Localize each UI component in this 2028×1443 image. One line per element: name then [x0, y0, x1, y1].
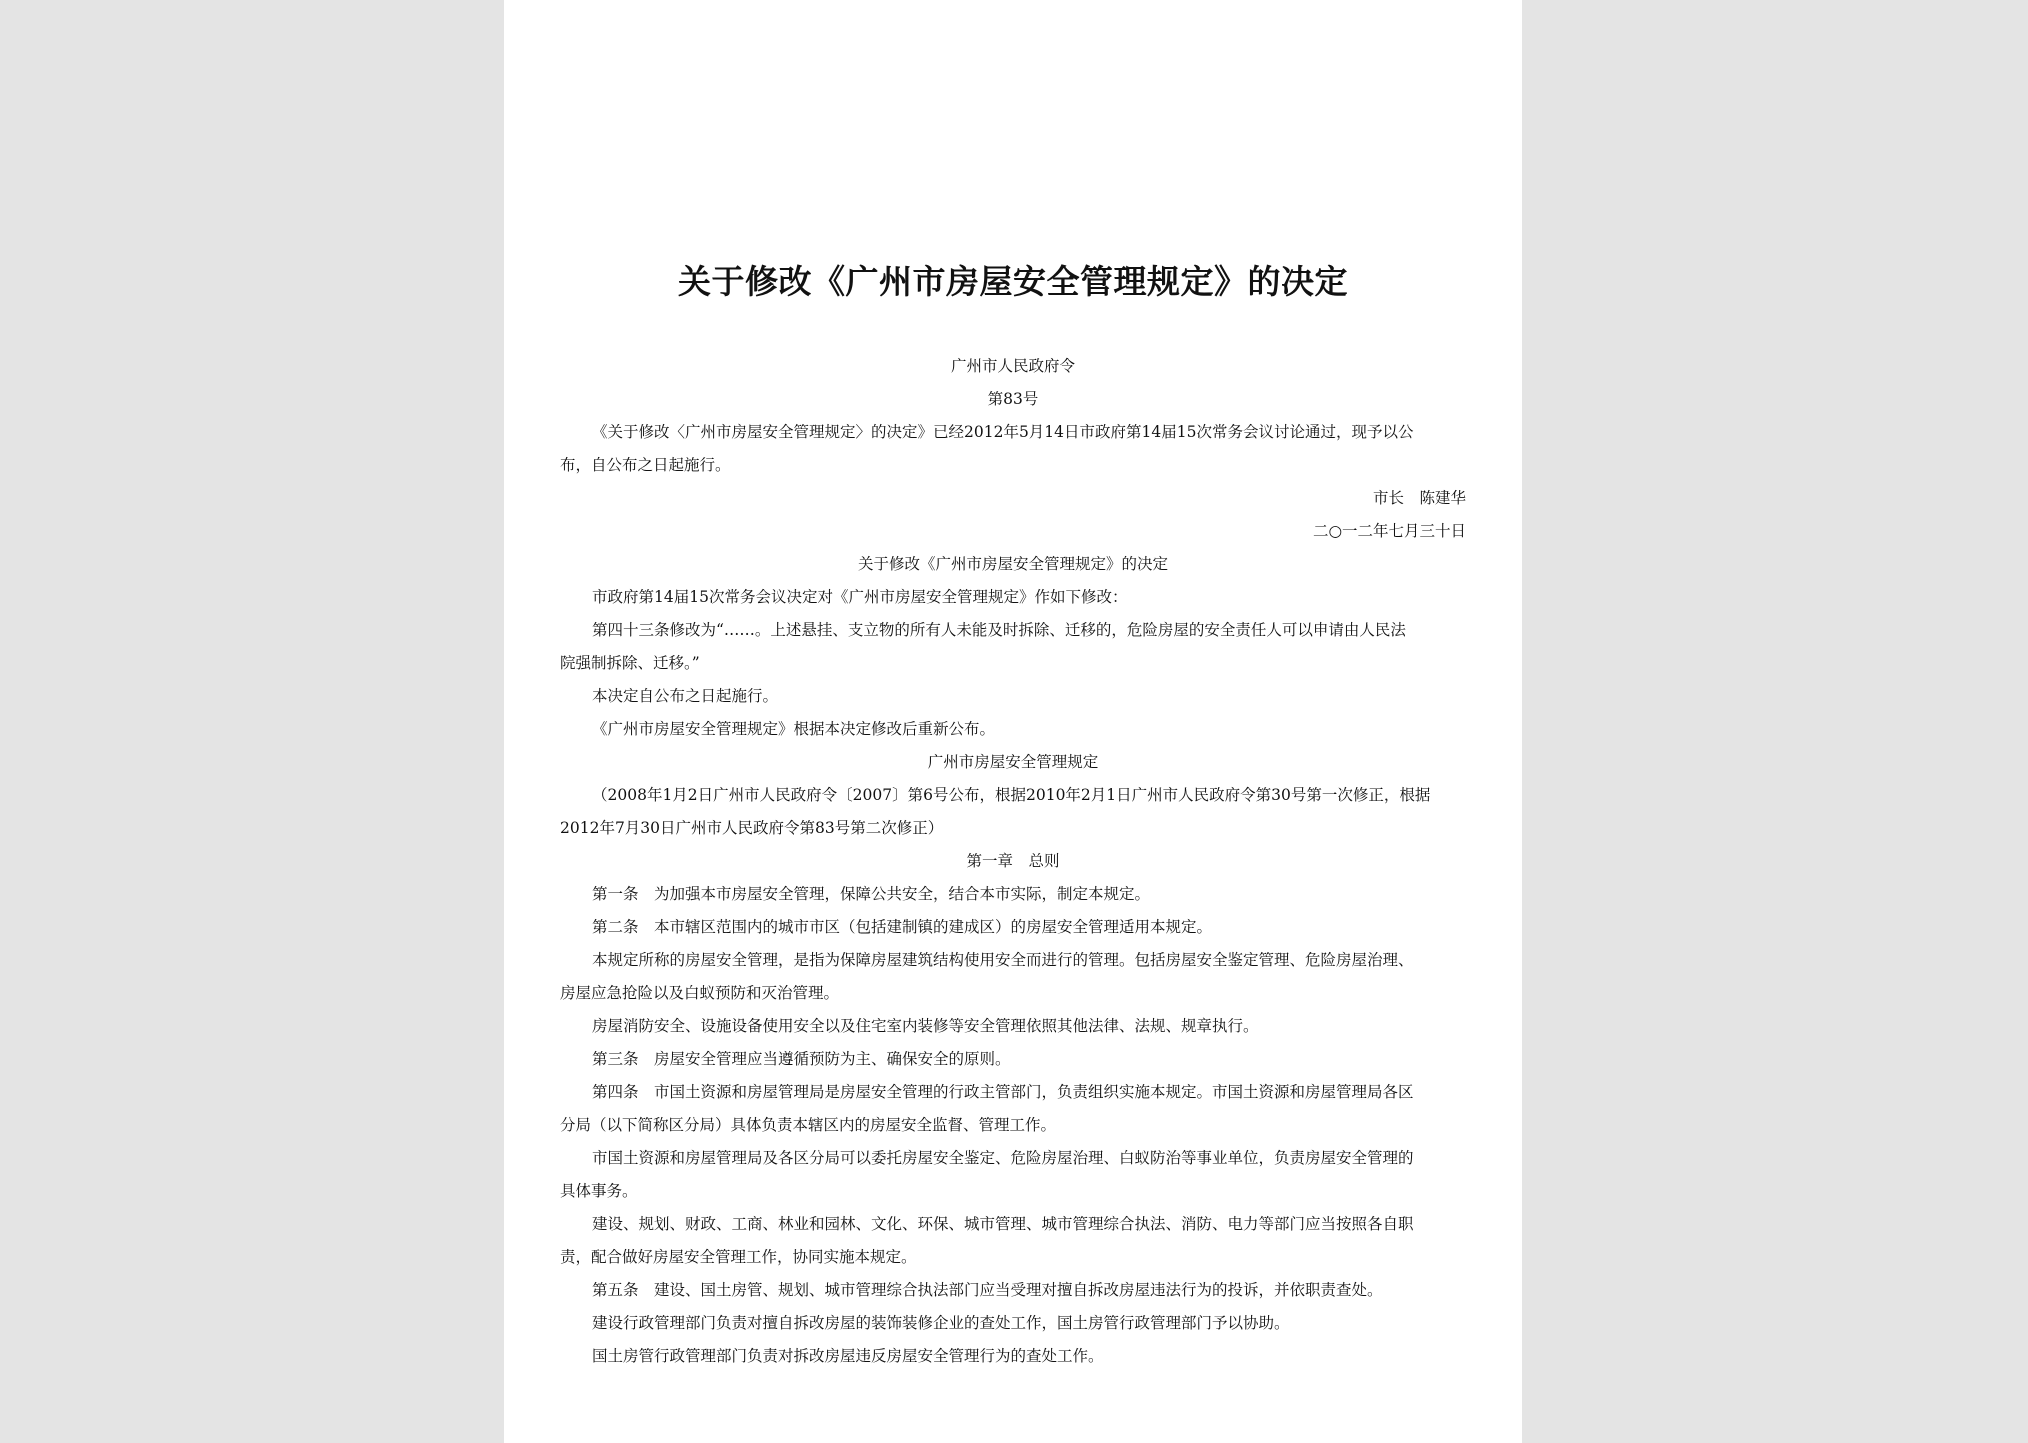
regulation-note: 2012年7月30日广州市人民政府令第83号第二次修正）	[560, 819, 944, 837]
regulation-title: 广州市房屋安全管理规定	[927, 753, 1099, 771]
article-line: 房屋消防安全、设施设备使用安全以及住宅室内装修等安全管理依照其他法律、法规、规章执行。	[592, 1017, 1259, 1035]
decision-title: 关于修改《广州市房屋安全管理规定》的决定	[857, 555, 1168, 573]
article-line: 第四条 市国土资源和房屋管理局是房屋安全管理的行政主管部门，负责组织实施本规定。市国土资源和房屋管理局各区	[592, 1083, 1414, 1101]
article-line: 责，配合做好房屋安全管理工作，协同实施本规定。	[560, 1248, 917, 1266]
decision-line: 本决定自公布之日起施行。	[592, 687, 779, 705]
order-number: 第83号	[987, 390, 1039, 408]
article-line: 建设、规划、财政、工商、林业和园林、文化、环保、城市管理、城市管理综合执法、消防、电力等部门应当按照各自职	[592, 1215, 1414, 1233]
issuer-line: 广州市人民政府令	[950, 357, 1075, 375]
article-line: 房屋应急抢险以及白蚁预防和灭治管理。	[560, 984, 840, 1002]
signature: 市长 陈建华	[1372, 489, 1466, 507]
document-page	[504, 0, 1522, 1443]
intro-line: 《关于修改〈广州市房屋安全管理规定〉的决定》已经2012年5月14日市政府第14届15次常务会议讨论通过，现予以公	[592, 423, 1414, 441]
decision-line: 市政府第14届15次常务会议决定对《广州市房屋安全管理规定》作如下修改：	[592, 588, 1128, 606]
decision-line: 第四十三条修改为“……。上述悬挂、支立物的所有人未能及时拆除、迁移的，危险房屋的安全责任人可以申请由人民法	[592, 621, 1406, 639]
article-line: 建设行政管理部门负责对擅自拆改房屋的装饰装修企业的查处工作，国土房管行政管理部门予以协助。	[592, 1314, 1290, 1332]
decision-line: 院强制拆除、迁移。”	[560, 654, 700, 672]
article-line: 本规定所称的房屋安全管理，是指为保障房屋建筑结构使用安全而进行的管理。包括房屋安全鉴定管理、危险房屋治理、	[592, 951, 1414, 969]
article-line: 第二条 本市辖区范围内的城市市区（包括建制镇的建成区）的房屋安全管理适用本规定。	[592, 918, 1213, 936]
article-line: 第五条 建设、国土房管、规划、城市管理综合执法部门应当受理对擅自拆改房屋违法行为的投诉，并依职责查处。	[592, 1281, 1383, 1299]
document-date: 二○一二年七月三十日	[1312, 522, 1466, 540]
decision-line: 《广州市房屋安全管理规定》根据本决定修改后重新公布。	[592, 720, 996, 738]
article-line: 国土房管行政管理部门负责对拆改房屋违反房屋安全管理行为的查处工作。	[592, 1347, 1104, 1365]
article-line: 第三条 房屋安全管理应当遵循预防为主、确保安全的原则。	[592, 1050, 1011, 1068]
document-title: 关于修改《广州市房屋安全管理规定》的决定	[678, 262, 1348, 301]
regulation-note: （2008年1月2日广州市人民政府令〔2007〕第6号公布，根据2010年2月1日广州市人民政府令第30号第一次修正，根据	[592, 786, 1431, 804]
chapter-title: 第一章 总则	[966, 852, 1060, 870]
article-line: 分局（以下简称区分局）具体负责本辖区内的房屋安全监督、管理工作。	[560, 1116, 1057, 1134]
article-line: 具体事务。	[560, 1182, 638, 1200]
intro-line: 布，自公布之日起施行。	[560, 456, 731, 474]
article-line: 第一条 为加强本市房屋安全管理，保障公共安全，结合本市实际，制定本规定。	[592, 885, 1151, 903]
article-line: 市国土资源和房屋管理局及各区分局可以委托房屋安全鉴定、危险房屋治理、白蚁防治等事业单位，负责房屋安全管理的	[592, 1149, 1414, 1167]
